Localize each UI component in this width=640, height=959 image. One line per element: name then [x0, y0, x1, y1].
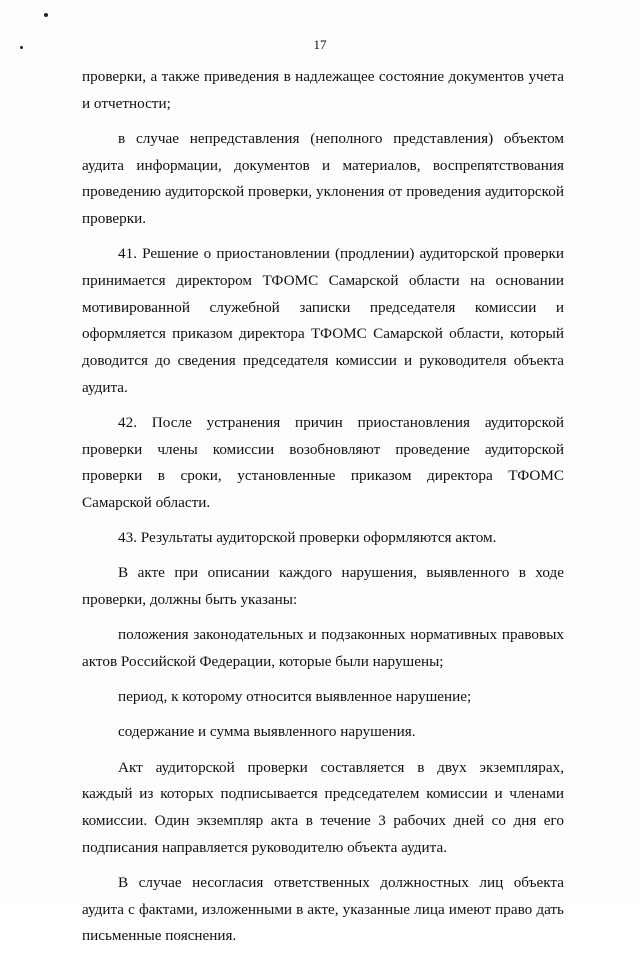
- scan-speck: [44, 13, 48, 17]
- paragraph-nonsubmission: в случае непредставления (неполного представления) объектом аудита информации, документов и материалов, воспрепятствования проведению аудиторской проверки, уклонения от проведения аудиторской проверки.: [82, 129, 564, 228]
- paragraph-act-copies: Акт аудиторской проверки составляется в двух экземплярах, каждый из которых подписывается председателем комиссии и членами комиссии. Один экземпляр акта в течение 3 рабочих дней со дня его подписания направляется руководителю объекта аудита.: [82, 758, 564, 856]
- paragraph-continuation: проверки, а также приведения в надлежащее состояние документов учета и отчетности;: [82, 68, 564, 112]
- document-body: [82, 64, 564, 959]
- paragraph-item-42: 42. После устранения причин приостановления аудиторской проверки члены комиссии возобновляют проведение аудиторской проверки в сроки, установленные приказом директора ТФОМС Самарской области.: [82, 413, 564, 512]
- paragraph-item-43: 43. Результаты аудиторской проверки оформляются актом.: [118, 529, 497, 547]
- paragraph-disagreement: В случае несогласия ответственных должностных лиц объекта аудита с фактами, изложенными в акте, указанные лица имеют право дать письменные пояснения.: [82, 873, 564, 945]
- paragraph-requirement-period: период, к которому относится выявленное нарушение;: [118, 688, 472, 706]
- page-number: 17: [313, 37, 327, 52]
- paragraph-requirement-content: содержание и сумма выявленного нарушения.: [118, 723, 416, 741]
- paragraph-requirement-provisions: положения законодательных и подзаконных нормативных правовых актов Российской Федерации, которые были нарушены;: [82, 626, 564, 671]
- paragraph-item-41: 41. Решение о приостановлении (продлении) аудиторской проверки принимается директором ТФОМС Самарской области на основании мотивированной служебной записки председателя комиссии и оформляется приказом директора ТФОМС Самарской области, который доводится до сведения председателя комиссии и руководителя объекта аудита.: [82, 245, 564, 396]
- paragraph-act-requirements: В акте при описании каждого нарушения, выявленного в ходе проверки, должны быть указаны:: [82, 564, 564, 609]
